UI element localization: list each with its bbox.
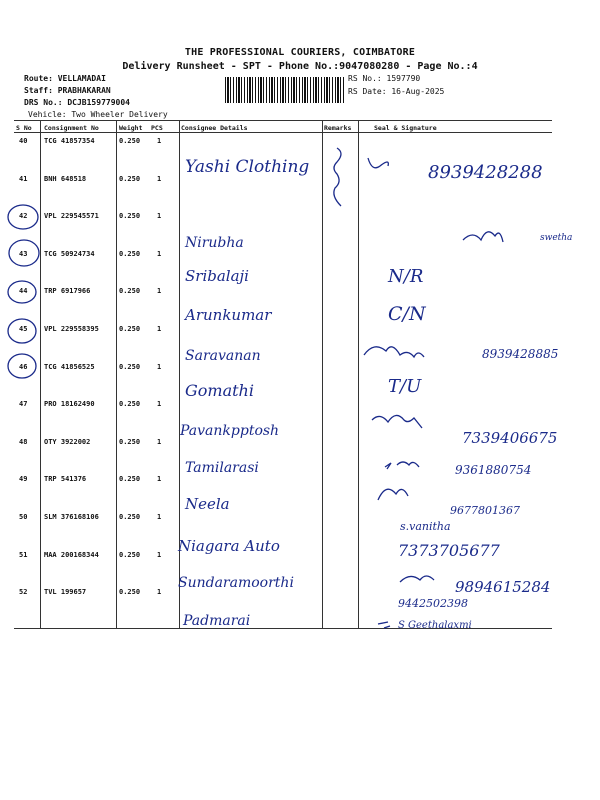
- phone-hw: 7373705677: [398, 541, 500, 560]
- staff-label: Staff: PRABHAKARAN: [24, 86, 111, 95]
- row-pcs: 1: [157, 475, 162, 483]
- col-header-remarks: Remarks: [324, 124, 352, 132]
- col-header-consignee: Consignee Details: [181, 124, 248, 132]
- row-consignment-no: VPL 229558395: [44, 325, 99, 333]
- row-weight: 0.250: [119, 212, 141, 220]
- row-sno: 47: [19, 400, 28, 408]
- vehicle-label: Vehicle: Two Wheeler Delivery: [28, 110, 168, 119]
- row-weight: 0.250: [119, 363, 141, 371]
- row-consignment-no: MAA 200168344: [44, 551, 99, 559]
- row-weight: 0.250: [119, 137, 141, 145]
- row-sno: 51: [19, 551, 28, 559]
- row-weight: 0.250: [119, 175, 141, 183]
- route-label: Route: VELLAMADAI: [24, 74, 106, 83]
- row-pcs: 1: [157, 175, 162, 183]
- phone-hw: 9894615284: [455, 578, 551, 596]
- row-pcs: 1: [157, 212, 162, 220]
- row-pcs: 1: [157, 588, 162, 596]
- row-sno: 41: [19, 175, 28, 183]
- row-consignment-no: SLM 376168106: [44, 513, 99, 521]
- consignee-name-hw: Neela: [185, 495, 230, 513]
- remark-hw: T/U: [388, 376, 422, 397]
- signature-hw: S Geethalaxmi: [398, 620, 472, 631]
- consignee-name-hw: Yashi Clothing: [185, 157, 310, 177]
- row-sno: 44: [19, 287, 28, 295]
- row-consignment-no: PRO 18162490: [44, 400, 95, 408]
- row-pcs: 1: [157, 325, 162, 333]
- company-title: THE PROFESSIONAL COURIERS, COIMBATORE: [184, 47, 416, 58]
- row-sno: 45: [19, 325, 28, 333]
- row-pcs: 1: [157, 400, 162, 408]
- row-pcs: 1: [157, 551, 162, 559]
- phone-hw: 8939428288: [428, 162, 543, 183]
- consignee-name-hw: Sundaramoorthi: [178, 575, 294, 591]
- row-sno: 50: [19, 513, 28, 521]
- row-sno: 46: [19, 363, 28, 371]
- row-consignment-no: TRP 541376: [44, 475, 87, 483]
- row-consignment-no: VPL 229545571: [44, 212, 99, 220]
- row-consignment-no: TRP 6917966: [44, 287, 91, 295]
- row-pcs: 1: [157, 287, 162, 295]
- row-consignment-no: TVL 199657: [44, 588, 87, 596]
- row-weight: 0.250: [119, 287, 141, 295]
- row-weight: 0.250: [119, 250, 141, 258]
- row-pcs: 1: [157, 137, 162, 145]
- row-sno: 49: [19, 475, 28, 483]
- row-consignment-no: TCG 50924734: [44, 250, 95, 258]
- phone-hw: 9677801367: [450, 504, 520, 517]
- remark-hw: C/N: [388, 303, 426, 325]
- row-pcs: 1: [157, 250, 162, 258]
- row-pcs: 1: [157, 438, 162, 446]
- col-header-consignment: Consignment No: [44, 124, 99, 132]
- runsheet-subtitle: Delivery Runsheet - SPT - Phone No.:9047080280 - Page No.:4: [122, 61, 478, 72]
- row-consignment-no: TCG 41857354: [44, 137, 95, 145]
- drs-number: DRS No.: DCJB159779004: [24, 98, 130, 107]
- consignee-name-hw: Gomathi: [185, 381, 254, 400]
- consignee-name-hw: Pavankpptosh: [180, 423, 280, 439]
- row-weight: 0.250: [119, 513, 141, 521]
- consignee-name-hw: Tamilarasi: [185, 460, 259, 476]
- row-weight: 0.250: [119, 438, 141, 446]
- row-weight: 0.250: [119, 325, 141, 333]
- rs-number: RS No.: 1597790: [348, 74, 421, 83]
- col-header-seal: Seal & Signature: [374, 124, 437, 132]
- row-sno: 52: [19, 588, 28, 596]
- remark-hw: N/R: [388, 266, 424, 287]
- col-header-pcs: PCS: [151, 124, 163, 132]
- phone-hw: 9361880754: [455, 463, 532, 477]
- consignee-name-hw: Sribalaji: [185, 267, 249, 285]
- signature-hw: swetha: [540, 233, 573, 243]
- consignee-name-hw: Saravanan: [185, 348, 261, 364]
- col-header-sno: S No: [16, 124, 32, 132]
- row-weight: 0.250: [119, 400, 141, 408]
- row-consignment-no: BNH 648518: [44, 175, 87, 183]
- consignee-name-hw: Padmarai: [183, 613, 251, 629]
- consignee-name-hw: Niagara Auto: [178, 537, 280, 555]
- row-weight: 0.250: [119, 588, 141, 596]
- row-weight: 0.250: [119, 551, 141, 559]
- phone-hw: 7339406675: [462, 429, 558, 447]
- row-pcs: 1: [157, 363, 162, 371]
- row-consignment-no: TCG 41856525: [44, 363, 95, 371]
- signature-hw: s.vanitha: [400, 520, 451, 533]
- rs-date: RS Date: 16-Aug-2025: [348, 87, 445, 96]
- row-sno: 42: [19, 212, 28, 220]
- row-consignment-no: OTY 3922002: [44, 438, 91, 446]
- row-weight: 0.250: [119, 475, 141, 483]
- row-sno: 48: [19, 438, 28, 446]
- row-sno: 40: [19, 137, 28, 145]
- circle-marks: [8, 148, 388, 378]
- phone-hw: 8939428885: [482, 347, 559, 361]
- consignee-name-hw: Nirubha: [185, 235, 244, 251]
- row-sno: 43: [19, 250, 28, 258]
- col-header-weight: Weight: [119, 124, 143, 132]
- consignee-name-hw: Arunkumar: [185, 306, 272, 324]
- row-pcs: 1: [157, 513, 162, 521]
- phone-hw: 9442502398: [398, 597, 468, 610]
